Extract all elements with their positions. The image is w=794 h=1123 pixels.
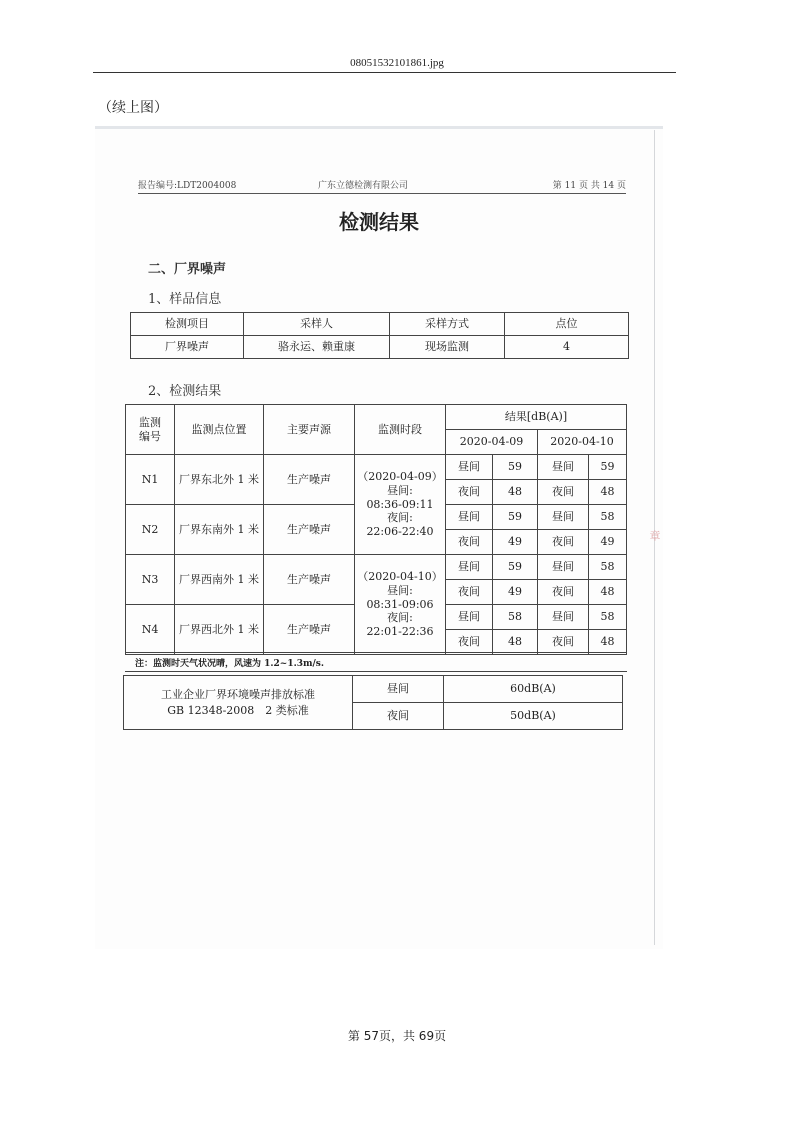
- value-cell: 58: [589, 505, 627, 530]
- point-id: N3: [126, 555, 175, 605]
- night-label: 夜间: [538, 630, 589, 655]
- noise-results-table: [125, 404, 627, 655]
- value-cell: 48: [589, 630, 627, 655]
- note-rule: [125, 652, 627, 653]
- sample-header-cell: 检测项目: [131, 313, 244, 336]
- sample-data-row: [131, 336, 629, 359]
- value-cell: 48: [589, 580, 627, 605]
- sample-info-heading: 1、样品信息: [148, 292, 222, 307]
- point-source: 生产噪声: [264, 555, 355, 605]
- point-location: 厂界西南外 1 米: [175, 555, 264, 605]
- results-heading: 2、检测结果: [148, 384, 222, 399]
- header-date-2: 2020-04-10: [538, 430, 627, 455]
- sample-cell: 4: [505, 336, 629, 359]
- day-label: 昼间: [446, 505, 493, 530]
- point-source: 生产噪声: [264, 455, 355, 505]
- document-title: 检测结果: [339, 210, 419, 234]
- standard-day-label: 昼间: [353, 676, 444, 703]
- period-cell: （2020-04-10） 昼间: 08:31-09:06 夜间: 22:01-22:36: [355, 555, 446, 655]
- day-label: 昼间: [538, 505, 589, 530]
- header-rule: [93, 72, 676, 73]
- night-label: 夜间: [538, 480, 589, 505]
- value-cell: 58: [589, 555, 627, 580]
- standard-table: [123, 675, 623, 730]
- value-cell: 49: [493, 580, 538, 605]
- header-date-1: 2020-04-09: [446, 430, 538, 455]
- standard-night-label: 夜间: [353, 703, 444, 730]
- point-source: 生产噪声: [264, 505, 355, 555]
- sample-header-cell: 采样人: [244, 313, 390, 336]
- standard-row: [124, 676, 623, 703]
- value-cell: 48: [493, 480, 538, 505]
- report-page-info: 第 11 页 共 14 页: [552, 181, 626, 191]
- point-location: 厂界西北外 1 米: [175, 605, 264, 655]
- value-cell: 59: [493, 505, 538, 530]
- header-id: 监测 编号: [126, 405, 175, 455]
- note-rule: [125, 671, 627, 672]
- night-label: 夜间: [446, 630, 493, 655]
- night-label: 夜间: [538, 580, 589, 605]
- night-label: 夜间: [446, 580, 493, 605]
- value-cell: 59: [589, 455, 627, 480]
- day-label: 昼间: [538, 605, 589, 630]
- point-location: 厂界东北外 1 米: [175, 455, 264, 505]
- value-cell: 58: [589, 605, 627, 630]
- company-name: 广东立德检测有限公司: [318, 181, 409, 191]
- value-cell: 48: [589, 480, 627, 505]
- point-id: N1: [126, 455, 175, 505]
- header-source: 主要声源: [264, 405, 355, 455]
- point-id: N2: [126, 505, 175, 555]
- sample-header-cell: 采样方式: [390, 313, 505, 336]
- point-location: 厂界东南外 1 米: [175, 505, 264, 555]
- header-result: 结果[dB(A)]: [446, 405, 627, 430]
- point-id: N4: [126, 605, 175, 655]
- results-header-row: [126, 405, 627, 430]
- standard-name: 工业企业厂界环境噪声排放标准 GB 12348-2008 2 类标准: [124, 676, 353, 730]
- period-cell: （2020-04-09） 昼间: 08:36-09:11 夜间: 22:06-22:40: [355, 455, 446, 555]
- day-label: 昼间: [446, 455, 493, 480]
- header-period: 监测时段: [355, 405, 446, 455]
- report-header: [138, 178, 626, 194]
- sample-cell: 现场监测: [390, 336, 505, 359]
- sample-info-table: [130, 312, 629, 359]
- day-label: 昼间: [538, 555, 589, 580]
- sample-header-cell: 点位: [505, 313, 629, 336]
- table-row: [126, 455, 627, 480]
- value-cell: 59: [493, 455, 538, 480]
- standard-night-value: 50dB(A): [444, 703, 623, 730]
- continued-label: （续上图）: [98, 100, 168, 116]
- seal-edge-mark: 章: [648, 530, 661, 541]
- night-label: 夜间: [446, 480, 493, 505]
- value-cell: 58: [493, 605, 538, 630]
- page-footer: 第 57页，共 69页: [347, 1029, 447, 1043]
- sample-header-row: [131, 313, 629, 336]
- night-label: 夜间: [538, 530, 589, 555]
- point-source: 生产噪声: [264, 605, 355, 655]
- section-title: 二、厂界噪声: [148, 262, 227, 277]
- value-cell: 49: [589, 530, 627, 555]
- report-number: 报告编号:LDT2004008: [138, 181, 237, 191]
- table-row: [126, 555, 627, 580]
- value-cell: 59: [493, 555, 538, 580]
- value-cell: 48: [493, 630, 538, 655]
- standard-day-value: 60dB(A): [444, 676, 623, 703]
- header-location: 监测点位置: [175, 405, 264, 455]
- sample-cell: 厂界噪声: [131, 336, 244, 359]
- day-label: 昼间: [538, 455, 589, 480]
- weather-note: 注：监测时天气状况晴，风速为 1.2~1.3m/s.: [135, 659, 325, 669]
- value-cell: 49: [493, 530, 538, 555]
- sample-cell: 骆永运、赖重康: [244, 336, 390, 359]
- day-label: 昼间: [446, 555, 493, 580]
- night-label: 夜间: [446, 530, 493, 555]
- day-label: 昼间: [446, 605, 493, 630]
- image-filename: 08051532101861.jpg: [350, 57, 444, 69]
